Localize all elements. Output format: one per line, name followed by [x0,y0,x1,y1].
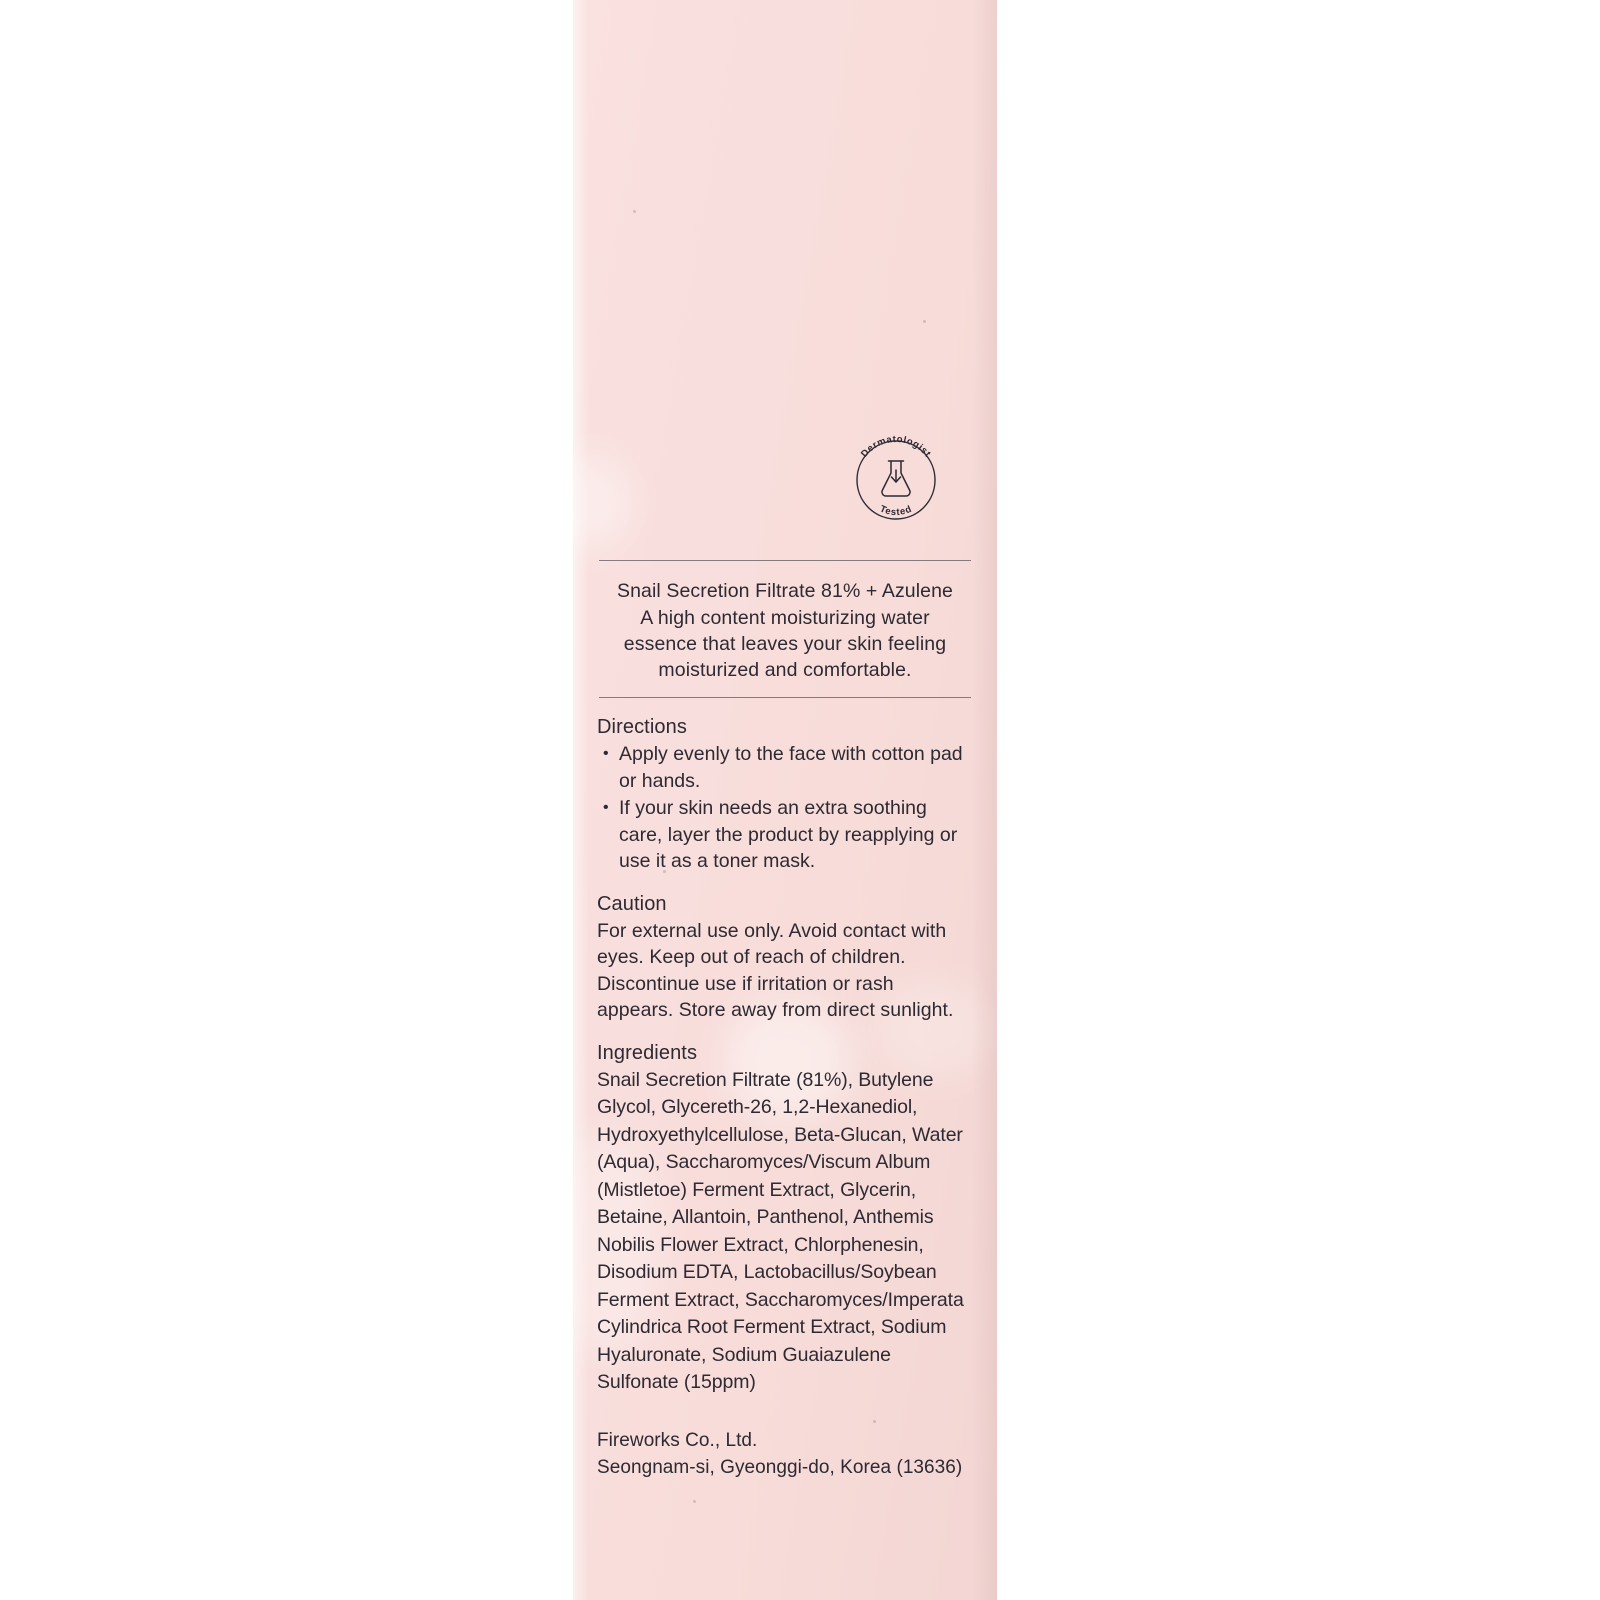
product-headline: Snail Secretion Filtrate 81% + Azulene [616,580,954,602]
highlight-blob [573,455,633,550]
dermatologist-tested-seal [844,428,948,532]
caution-text: For external use only. Avoid contact with eyes. Keep out of reach of children. Discontinue use if irritation or rash appears. Store away from direct sunlight. [597,919,954,1021]
product-intro [597,561,973,697]
manufacturer-block [597,1427,973,1481]
ingredients-text: Snail Secretion Filtrate (81%), Butylene Glycol, Glycereth-26, 1,2-Hexanediol, Hydroxyethylcellulose, Beta-Glucan, Water (Aqua), Saccharomyces/Viscum Album (Mistletoe) Ferment Extract, Glycerin, Betaine, Allantoin, Panthenol, Anthemis Nobilis Flower Extract, Chlorphenesin, Disodium EDTA, Lactobacillus/Soybean Ferment Extract, Saccharomyces/Imperata Cylindrica Root Ferment Extract, Sodium Hyaluronate, Sodium Guaiazulene Sulfonate (15ppm) [597,1068,964,1393]
print-speck [693,1500,696,1503]
manufacturer-company: Fireworks Co., Ltd. [597,1429,758,1451]
directions-section [597,716,973,875]
product-description: A high content moisturizing water essence that leaves your skin feeling moisturized and comfortable. [623,607,947,681]
directions-list [597,741,973,875]
manufacturer-address: Seongnam-si, Gyeonggi-do, Korea (13636) [597,1456,963,1478]
ingredients-section [597,1042,973,1397]
label-text-block [597,560,973,1481]
caution-title: Caution [597,892,667,915]
list-item: • If your skin needs an extra soothing care, layer the product by reapplying or use it as a toner mask. [597,795,973,875]
print-speck [923,320,926,323]
divider-top [599,560,971,561]
list-item: • Apply evenly to the face with cotton pad or hands. [597,741,973,794]
svg-text:Dermatologist: Dermatologist [859,433,934,460]
svg-text:Tested: Tested [878,503,914,519]
ingredients-title: Ingredients [597,1041,698,1064]
caution-section [597,893,973,1024]
directions-title: Directions [597,716,687,738]
print-speck [633,210,636,213]
divider-bottom [599,697,971,698]
product-carton-panel [573,0,997,1600]
